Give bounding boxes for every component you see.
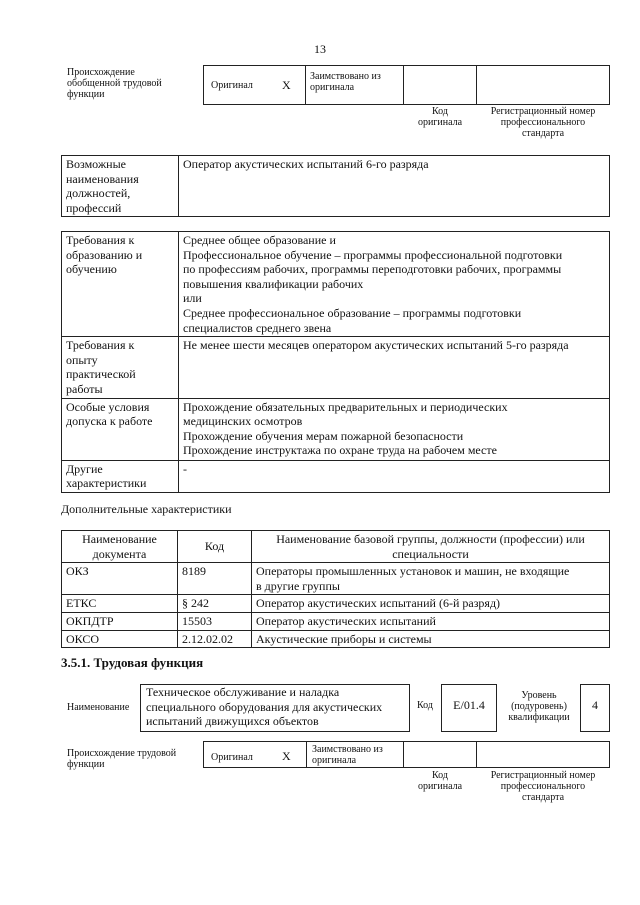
additional-table bbox=[61, 530, 610, 648]
education-label: Требования к образованию и обучению bbox=[62, 232, 179, 337]
table-row-name: Оператор акустических испытаний bbox=[252, 612, 610, 630]
registration-caption-2: Регистрационный номер профессионального стандарта bbox=[490, 770, 596, 803]
header-document: Наименование документа bbox=[62, 531, 178, 563]
experience-label: Требования к опыту практической работы bbox=[62, 337, 179, 398]
requirements-table bbox=[61, 231, 610, 493]
admission-label: Особые условия допуска к работе bbox=[62, 398, 179, 460]
original-mark: X bbox=[282, 78, 291, 92]
page-number: 13 bbox=[314, 42, 326, 56]
origin-label: Происхождение обобщенной трудовой функции bbox=[67, 67, 162, 100]
experience-value: Не менее шести месяцев оператором акустических испытаний 5-го разряда bbox=[179, 337, 610, 398]
admission-value: Прохождение обязательных предварительных и периодических медицинских осмотров Прохождение обучения мерам пожарной безопасности Прохождение инструктажа по охране труда на рабочем месте bbox=[179, 398, 610, 460]
table-row-doc: ОКПДТР bbox=[62, 612, 178, 630]
other-value: - bbox=[179, 460, 610, 492]
positions-value: Оператор акустических испытаний 6-го разряда bbox=[179, 156, 610, 217]
origin-box bbox=[203, 65, 610, 105]
header-name: Наименование базовой группы, должности (профессии) или специальности bbox=[252, 531, 610, 563]
origin-code-caption-2: Код оригинала bbox=[417, 770, 463, 792]
origin-box-2 bbox=[203, 741, 610, 768]
table-row-code: 15503 bbox=[178, 612, 252, 630]
table-row-doc: ОКСО bbox=[62, 630, 178, 648]
positions-label: Возможные наименования должностей, профессий bbox=[62, 156, 179, 217]
table-row-code: § 242 bbox=[178, 595, 252, 613]
borrowed-label-2: Заимствовано из оригинала bbox=[312, 744, 383, 766]
table-row-name: Операторы промышленных установок и машин, не входящие в другие группы bbox=[252, 563, 610, 595]
table-row-name: Акустические приборы и системы bbox=[252, 630, 610, 648]
function-name-label: Наименование bbox=[67, 702, 130, 713]
positions-table bbox=[61, 155, 610, 217]
original-label-2: Оригинал bbox=[211, 752, 253, 763]
registration-caption: Регистрационный номер профессионального стандарта bbox=[490, 106, 596, 139]
origin-label-2: Происхождение трудовой функции bbox=[67, 748, 177, 770]
other-label: Другие характеристики bbox=[62, 460, 179, 492]
header-code: Код bbox=[178, 531, 252, 563]
table-row-doc: ЕТКС bbox=[62, 595, 178, 613]
additional-heading: Дополнительные характеристики bbox=[61, 502, 232, 516]
table-row-name: Оператор акустических испытаний (6-й разряд) bbox=[252, 595, 610, 613]
level-value: 4 bbox=[592, 698, 598, 712]
function-code-value: E/01.4 bbox=[453, 698, 485, 712]
table-row-code: 8189 bbox=[178, 563, 252, 595]
function-name-value: Техническое обслуживание и наладка специального оборудования для акустических испытаний движущихся объектов bbox=[146, 685, 383, 729]
original-mark-2: X bbox=[282, 749, 291, 763]
borrowed-label: Заимствовано из оригинала bbox=[310, 71, 381, 93]
section-heading: 3.5.1. Трудовая функция bbox=[61, 655, 204, 670]
function-code-label: Код bbox=[417, 700, 433, 711]
table-row-code: 2.12.02.02 bbox=[178, 630, 252, 648]
original-label: Оригинал bbox=[211, 80, 253, 91]
table-row-doc: ОКЗ bbox=[62, 563, 178, 595]
education-value: Среднее общее образование и Профессиональное обучение – программы профессиональной подготовки по профессиям рабочих, программы переподготовки рабочих, программы повышения квалификации рабочих или Среднее профессиональное образование – программы подготовки специалистов среднего звена bbox=[179, 232, 610, 337]
level-label: Уровень (подуровень) квалификации bbox=[508, 690, 570, 723]
origin-code-caption: Код оригинала bbox=[417, 106, 463, 128]
